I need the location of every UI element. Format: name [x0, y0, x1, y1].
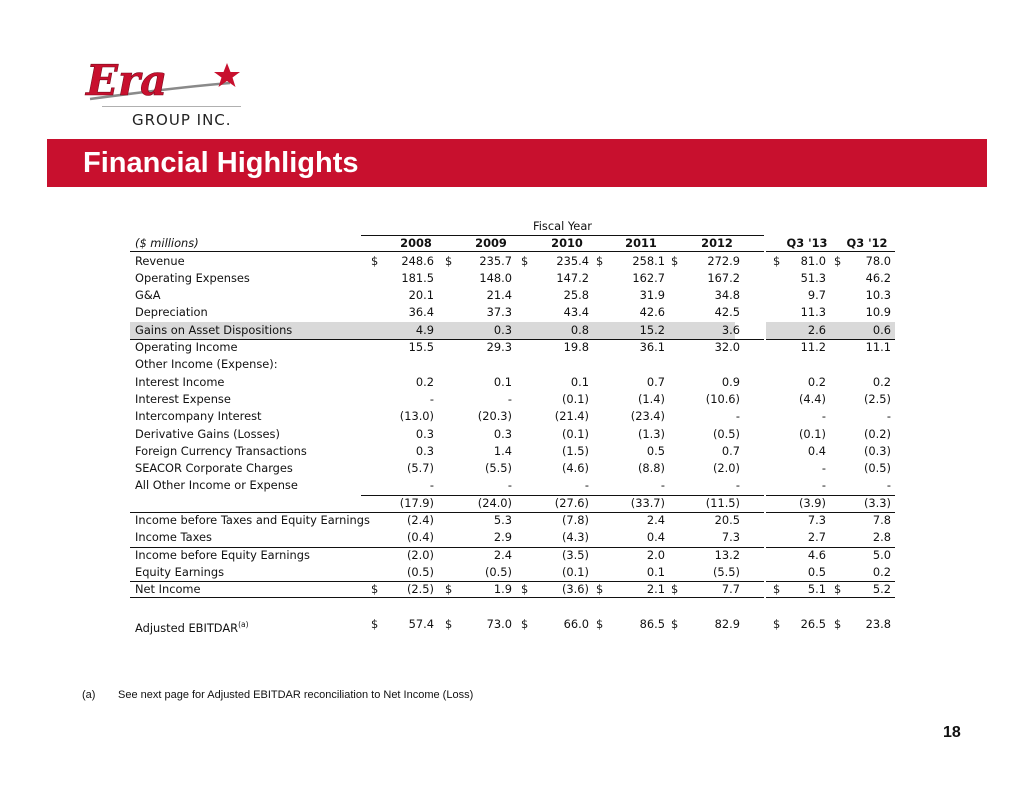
table-cell: 0.3 — [415, 443, 434, 458]
table-cell: 2.1 — [646, 582, 665, 597]
table-cell: 13.2 — [714, 547, 740, 562]
table-cell: (4.4) — [798, 391, 826, 406]
currency-symbol: $ — [834, 253, 842, 268]
table-body — [130, 253, 895, 599]
currency-symbol: $ — [596, 253, 604, 268]
table-row — [130, 477, 895, 494]
table-cell: (3.5) — [561, 547, 589, 562]
table-cell: - — [886, 409, 891, 424]
table-cell: 0.9 — [721, 374, 740, 389]
table-cell: - — [821, 409, 826, 424]
title-banner — [47, 139, 987, 187]
table-cell: (24.0) — [477, 495, 512, 510]
table-cell: 272.9 — [707, 253, 740, 268]
table-cell: (1.4) — [637, 391, 665, 406]
table-cell: (2.5) — [406, 582, 434, 597]
table-cell: 36.1 — [639, 340, 665, 355]
page-number: 18 — [943, 724, 961, 741]
table-cell: 2.4 — [646, 513, 665, 528]
table-cell — [770, 356, 826, 373]
table-row — [130, 564, 895, 581]
table-cell: (2.0) — [712, 461, 740, 476]
table-row — [130, 443, 895, 460]
table-cell: (1.5) — [561, 443, 589, 458]
table-cell: 15.5 — [408, 340, 434, 355]
table-cell: (4.3) — [561, 530, 589, 545]
table-cell: 4.6 — [807, 547, 826, 562]
table-cell: 29.3 — [486, 340, 512, 355]
row-label: All Other Income or Expense — [135, 478, 298, 493]
ebitdar-row — [130, 616, 895, 633]
table-row — [130, 495, 895, 512]
row-label: Interest Income — [135, 374, 225, 389]
table-cell: 43.4 — [563, 305, 589, 320]
currency-symbol: $ — [445, 616, 453, 631]
table-cell: 0.7 — [721, 443, 740, 458]
ebitdar-label: Adjusted EBITDAR$^{(a)}$ — [135, 619, 249, 635]
table-cell: 4.9 — [415, 322, 434, 337]
currency-symbol: $ — [671, 582, 679, 597]
table-cell: - — [735, 409, 740, 424]
table-cell — [670, 356, 740, 373]
currency-symbol: $ — [596, 582, 604, 597]
table-row — [130, 391, 895, 408]
table-cell: 9.7 — [807, 288, 826, 303]
table-cell: (4.6) — [561, 461, 589, 476]
table-cell: (5.5) — [712, 564, 740, 579]
table-cell: 0.8 — [570, 322, 589, 337]
col-header-2011: 2011 — [625, 236, 657, 251]
table-cell: 0.2 — [807, 374, 826, 389]
table-cell — [444, 356, 512, 373]
table-cell: (23.4) — [630, 409, 665, 424]
table-cell: 10.9 — [865, 305, 891, 320]
currency-symbol: $ — [834, 616, 842, 631]
table-cell: 0.2 — [415, 374, 434, 389]
currency-symbol: $ — [371, 253, 379, 268]
table-cell: 0.7 — [646, 374, 665, 389]
table-cell: 0.2 — [872, 374, 891, 389]
page-title: Financial Highlights — [83, 147, 359, 179]
table-cell: 31.9 — [639, 288, 665, 303]
table-cell: (1.3) — [637, 426, 665, 441]
company-logo — [80, 55, 250, 135]
table-row — [130, 547, 895, 564]
table-cell: (0.3) — [863, 443, 891, 458]
table-row — [130, 322, 895, 339]
table-cell: 82.9 — [714, 616, 740, 631]
table-cell: 0.3 — [493, 426, 512, 441]
table-cell — [370, 356, 434, 373]
table-cell: (0.1) — [798, 426, 826, 441]
row-label: Interest Expense — [135, 391, 231, 406]
table-cell: 23.8 — [865, 616, 891, 631]
row-label: Revenue — [135, 253, 185, 268]
currency-symbol: $ — [521, 616, 529, 631]
table-cell: 7.3 — [807, 513, 826, 528]
row-label: Derivative Gains (Losses) — [135, 426, 280, 441]
table-row — [130, 253, 895, 270]
table-cell: - — [429, 391, 434, 406]
ebitdar-footnote-marker: (a) — [238, 619, 249, 629]
table-cell: 0.4 — [646, 530, 665, 545]
currency-symbol: $ — [773, 616, 781, 631]
row-label: Foreign Currency Transactions — [135, 443, 307, 458]
table-cell: 73.0 — [486, 616, 512, 631]
units-label: ($ millions) — [135, 236, 199, 251]
table-cell: 32.0 — [714, 340, 740, 355]
table-cell: (2.5) — [863, 391, 891, 406]
table-cell: - — [660, 478, 665, 493]
table-cell: 162.7 — [632, 270, 665, 285]
table-cell: 66.0 — [563, 616, 589, 631]
table-cell: (5.7) — [406, 461, 434, 476]
table-cell: 0.1 — [646, 564, 665, 579]
table-cell: 2.7 — [807, 530, 826, 545]
table-row — [130, 408, 895, 425]
table-cell: - — [584, 478, 589, 493]
table-cell: (2.4) — [406, 513, 434, 528]
table-cell — [595, 356, 665, 373]
table-cell: (0.5) — [712, 426, 740, 441]
currency-symbol: $ — [445, 582, 453, 597]
table-cell: 37.3 — [486, 305, 512, 320]
row-label: Intercompany Interest — [135, 409, 262, 424]
col-header-2009: 2009 — [475, 236, 507, 251]
table-cell: 0.3 — [415, 426, 434, 441]
table-cell: (0.4) — [406, 530, 434, 545]
row-label: Income before Taxes and Equity Earnings — [135, 513, 370, 528]
table-row — [130, 374, 895, 391]
logo-wordmark-text: Era — [86, 56, 168, 105]
table-row — [130, 287, 895, 304]
table-cell: 57.4 — [408, 616, 434, 631]
table-cell: (11.5) — [705, 495, 740, 510]
table-cell: 42.5 — [714, 305, 740, 320]
table-cell: (7.8) — [561, 513, 589, 528]
table-cell: (0.2) — [863, 426, 891, 441]
table-cell: (5.5) — [484, 461, 512, 476]
table-cell: (3.6) — [561, 582, 589, 597]
table-cell: 0.1 — [570, 374, 589, 389]
table-cell: (3.9) — [798, 495, 826, 510]
table-cell: (10.6) — [705, 391, 740, 406]
table-cell: (17.9) — [399, 495, 434, 510]
table-cell: 81.0 — [800, 253, 826, 268]
table-cell: - — [821, 461, 826, 476]
spacer-row — [130, 599, 895, 616]
table-cell: (27.6) — [554, 495, 589, 510]
logo-divider — [102, 106, 241, 107]
currency-symbol: $ — [773, 253, 781, 268]
table-cell: 5.1 — [807, 582, 826, 597]
table-cell: 19.8 — [563, 340, 589, 355]
table-cell: 0.6 — [872, 322, 891, 337]
table-row — [130, 581, 895, 598]
table-cell: (0.5) — [406, 564, 434, 579]
table-cell: 167.2 — [707, 270, 740, 285]
table-cell: 0.1 — [493, 374, 512, 389]
table-cell: 21.4 — [486, 288, 512, 303]
table-cell: 20.5 — [714, 513, 740, 528]
table-cell: 147.2 — [556, 270, 589, 285]
table-cell: 1.9 — [493, 582, 512, 597]
table-cell: 78.0 — [865, 253, 891, 268]
table-row — [130, 270, 895, 287]
table-cell: (0.5) — [484, 564, 512, 579]
table-cell: (0.1) — [561, 564, 589, 579]
col-header-2008: 2008 — [400, 236, 432, 251]
table-cell: 5.3 — [493, 513, 512, 528]
row-label: Income before Equity Earnings — [135, 547, 310, 562]
col-header-2010: 2010 — [551, 236, 583, 251]
table-cell: - — [507, 478, 512, 493]
table-cell: 258.1 — [632, 253, 665, 268]
footnote-marker: (a) — [82, 689, 96, 701]
table-cell: 11.1 — [865, 340, 891, 355]
table-cell: - — [886, 478, 891, 493]
currency-symbol: $ — [773, 582, 781, 597]
row-label: G&A — [135, 288, 161, 303]
table-cell: 235.4 — [556, 253, 589, 268]
table-cell: 11.2 — [800, 340, 826, 355]
table-cell: 7.7 — [721, 582, 740, 597]
table-cell: 0.3 — [493, 322, 512, 337]
table-row — [130, 529, 895, 546]
financial-table — [130, 218, 895, 633]
table-cell: 46.2 — [865, 270, 891, 285]
table-cell: 248.6 — [401, 253, 434, 268]
table-cell: (20.3) — [477, 409, 512, 424]
table-cell — [520, 356, 589, 373]
table-cell: 86.5 — [639, 616, 665, 631]
era-wordmark-icon — [80, 55, 250, 107]
table-row — [130, 304, 895, 321]
table-cell: 2.0 — [646, 547, 665, 562]
table-cell: (0.1) — [561, 391, 589, 406]
table-cell: 1.4 — [493, 443, 512, 458]
table-cell: 5.0 — [872, 547, 891, 562]
logo-company-name: GROUP INC. — [132, 111, 232, 129]
footnote-text: See next page for Adjusted EBITDAR reconciliation to Net Income (Loss) — [118, 689, 474, 701]
table-cell: 51.3 — [800, 270, 826, 285]
table-cell: 15.2 — [639, 322, 665, 337]
table-cell: 25.8 — [563, 288, 589, 303]
table-cell: 42.6 — [639, 305, 665, 320]
currency-symbol: $ — [596, 616, 604, 631]
row-label: Equity Earnings — [135, 564, 225, 579]
table-cell: 34.8 — [714, 288, 740, 303]
table-cell: 7.3 — [721, 530, 740, 545]
currency-symbol: $ — [521, 582, 529, 597]
table-cell: (8.8) — [637, 461, 665, 476]
row-label: Depreciation — [135, 305, 208, 320]
table-cell: 26.5 — [800, 616, 826, 631]
currency-symbol: $ — [671, 253, 679, 268]
table-cell: (13.0) — [399, 409, 434, 424]
table-cell: 0.5 — [646, 443, 665, 458]
table-cell: - — [821, 478, 826, 493]
currency-symbol: $ — [834, 582, 842, 597]
col-header-q3-12: Q3 '12 — [846, 236, 888, 251]
table-cell: 20.1 — [408, 288, 434, 303]
footnote — [82, 689, 473, 701]
row-label: Income Taxes — [135, 530, 212, 545]
currency-symbol: $ — [371, 582, 379, 597]
table-cell: (0.5) — [863, 461, 891, 476]
col-header-2012: 2012 — [701, 236, 733, 251]
table-cell: 36.4 — [408, 305, 434, 320]
super-header-row — [130, 218, 895, 235]
row-label: SEACOR Corporate Charges — [135, 461, 293, 476]
table-cell: 0.5 — [807, 564, 826, 579]
row-label: Operating Expenses — [135, 270, 250, 285]
table-cell: 5.2 — [872, 582, 891, 597]
currency-symbol: $ — [445, 253, 453, 268]
table-cell: - — [429, 478, 434, 493]
table-cell: 148.0 — [479, 270, 512, 285]
table-cell: 2.6 — [807, 322, 826, 337]
row-label: Gains on Asset Dispositions — [135, 322, 293, 337]
table-cell: 181.5 — [401, 270, 434, 285]
col-header-q3-13: Q3 '13 — [786, 236, 828, 251]
table-cell: 0.2 — [872, 564, 891, 579]
table-cell: 3.6 — [721, 322, 740, 337]
table-cell: 235.7 — [479, 253, 512, 268]
table-row — [130, 512, 895, 529]
table-row — [130, 356, 895, 373]
table-cell: 10.3 — [865, 288, 891, 303]
row-label: Net Income — [135, 582, 201, 597]
table-cell: (21.4) — [554, 409, 589, 424]
table-cell: 2.8 — [872, 530, 891, 545]
column-header-row — [130, 235, 895, 252]
table-row — [130, 339, 895, 356]
row-label: Operating Income — [135, 340, 238, 355]
currency-symbol: $ — [371, 616, 379, 631]
currency-symbol: $ — [671, 616, 679, 631]
table-cell: - — [735, 478, 740, 493]
table-cell — [834, 356, 891, 373]
table-row — [130, 460, 895, 477]
table-cell: 11.3 — [800, 305, 826, 320]
currency-symbol: $ — [521, 253, 529, 268]
fiscal-year-header: Fiscal Year — [533, 219, 592, 233]
table-cell: (3.3) — [863, 495, 891, 510]
table-cell: (0.1) — [561, 426, 589, 441]
table-row — [130, 426, 895, 443]
table-cell: 7.8 — [872, 513, 891, 528]
table-cell: (2.0) — [406, 547, 434, 562]
table-cell: 2.4 — [493, 547, 512, 562]
table-cell: 2.9 — [493, 530, 512, 545]
table-cell: (33.7) — [630, 495, 665, 510]
table-cell: 0.4 — [807, 443, 826, 458]
table-cell: - — [507, 391, 512, 406]
row-label: Other Income (Expense): — [135, 357, 278, 372]
